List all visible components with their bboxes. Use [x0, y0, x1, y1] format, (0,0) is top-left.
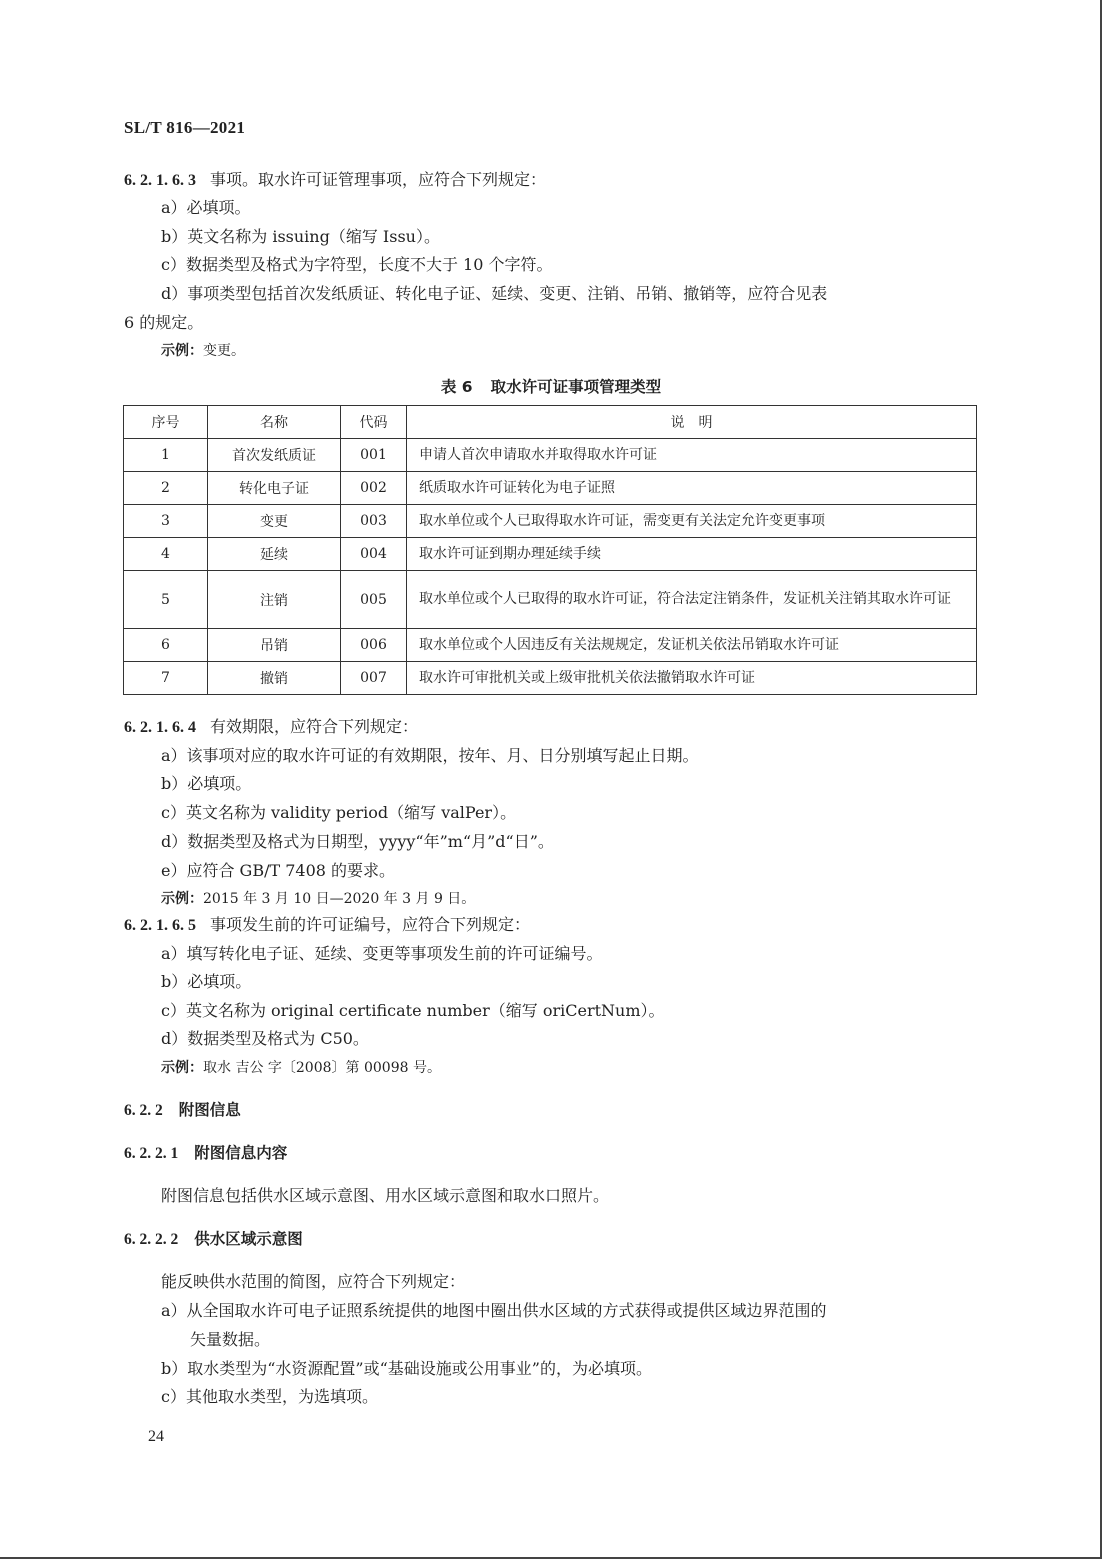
- clause-6-2-1-6-4: [124, 717, 418, 738]
- clause-text: 有效期限，应符合下列规定：: [210, 717, 419, 736]
- example-label: 示例：: [161, 1060, 203, 1076]
- heading-number: 6. 2. 2: [124, 1102, 163, 1119]
- table-number: 表 6: [440, 378, 473, 396]
- cell-index: 1: [124, 439, 208, 472]
- list-item-a-continued: 矢量数据。: [190, 1330, 271, 1349]
- cell-name: 转化电子证: [208, 472, 341, 505]
- heading-number: 6. 2. 2. 1: [124, 1145, 179, 1162]
- cell-code: 006: [341, 629, 407, 662]
- standard-code: SL/T 816—2021: [124, 118, 246, 137]
- list-item-a: a）从全国取水许可电子证照系统提供的地图中圈出供水区域的方式获得或提供区域边界范围的: [161, 1301, 827, 1320]
- example: [161, 1058, 441, 1078]
- clause-number: 6. 2. 1. 6. 4: [124, 719, 196, 736]
- cell-name: 延续: [208, 538, 341, 571]
- list-item-b: b）英文名称为 issuing（缩写 Issu）。: [161, 227, 440, 246]
- cell-index: 6: [124, 629, 208, 662]
- list-item-b: b）取水类型为“水资源配置”或“基础设施或公用事业”的，为必填项。: [161, 1359, 652, 1378]
- heading-title: 供水区域示意图: [194, 1230, 303, 1248]
- clause-text: 事项发生前的许可证编号，应符合下列规定：: [210, 915, 531, 934]
- cell-name: 撤销: [208, 662, 341, 695]
- table-row: [124, 571, 977, 629]
- table-header-row: [124, 406, 977, 439]
- list-item-d: d）数据类型及格式为日期型，yyyy“年”m“月”d“日”。: [161, 832, 554, 851]
- table-row: [124, 439, 977, 472]
- list-item-b: b）必填项。: [161, 972, 252, 991]
- matter-type-table: [123, 405, 977, 695]
- list-item-c: c）数据类型及格式为字符型，长度不大于 10 个字符。: [161, 255, 553, 274]
- example-text: 2015 年 3 月 10 日—2020 年 3 月 9 日。: [203, 891, 476, 907]
- cell-index: 7: [124, 662, 208, 695]
- example-label: 示例：: [161, 343, 203, 359]
- example: [161, 889, 475, 909]
- example: [161, 341, 245, 361]
- cell-description: 取水单位或个人已取得的取水许可证，符合法定注销条件，发证机关注销其取水许可证: [407, 571, 977, 629]
- header-cell: 说 明: [407, 406, 977, 439]
- table-row: [124, 538, 977, 571]
- cell-name: 变更: [208, 505, 341, 538]
- heading-title: 附图信息内容: [194, 1144, 288, 1162]
- list-item-d: d）数据类型及格式为 C50。: [161, 1029, 369, 1048]
- cell-code: 003: [341, 505, 407, 538]
- table-row: [124, 472, 977, 505]
- table-row: [124, 629, 977, 662]
- cell-description: 取水单位或个人已取得取水许可证，需变更有关法定允许变更事项: [407, 505, 977, 538]
- list-item-a: a）填写转化电子证、延续、变更等事项发生前的许可证编号。: [161, 944, 603, 963]
- section-heading-6-2-2: [124, 1100, 241, 1121]
- list-item-e: e）应符合 GB/T 7408 的要求。: [161, 861, 396, 880]
- list-item-d-continued: 6 的规定。: [124, 313, 204, 332]
- paragraph: 能反映供水范围的简图，应符合下列规定：: [161, 1272, 466, 1291]
- cell-name: 首次发纸质证: [208, 439, 341, 472]
- cell-description: 纸质取水许可证转化为电子证照: [407, 472, 977, 505]
- clause-number: 6. 2. 1. 6. 5: [124, 917, 196, 934]
- cell-name: 吊销: [208, 629, 341, 662]
- cell-index: 4: [124, 538, 208, 571]
- header-cell: 名称: [208, 406, 341, 439]
- table-title-text: 取水许可证事项管理类型: [490, 378, 662, 396]
- cell-description: 取水单位或个人因违反有关法规规定，发证机关依法吊销取水许可证: [407, 629, 977, 662]
- list-item-a: a）该事项对应的取水许可证的有效期限，按年、月、日分别填写起止日期。: [161, 746, 699, 765]
- list-item-d: d）事项类型包括首次发纸质证、转化电子证、延续、变更、注销、吊销、撤销等，应符合见表: [161, 284, 828, 303]
- cell-description: 申请人首次申请取水并取得取水许可证: [407, 439, 977, 472]
- section-heading-6-2-2-1: [124, 1143, 287, 1164]
- list-item-c: c）其他取水类型，为选填项。: [161, 1387, 378, 1406]
- section-heading-6-2-2-2: [124, 1229, 303, 1250]
- cell-description: 取水许可审批机关或上级审批机关依法撤销取水许可证: [407, 662, 977, 695]
- list-item-a: a）必填项。: [161, 198, 251, 217]
- example-label: 示例：: [161, 891, 203, 907]
- cell-code: 004: [341, 538, 407, 571]
- list-item-b: b）必填项。: [161, 774, 252, 793]
- clause-6-2-1-6-3: [124, 170, 546, 191]
- example-text: 变更。: [203, 343, 245, 359]
- header-cell: 序号: [124, 406, 208, 439]
- table-title: [0, 375, 1102, 397]
- cell-index: 2: [124, 472, 208, 505]
- list-item-c: c）英文名称为 original certificate number（缩写 oriCertNum）。: [161, 1001, 665, 1020]
- cell-name: 注销: [208, 571, 341, 629]
- heading-number: 6. 2. 2. 2: [124, 1231, 179, 1248]
- cell-code: 005: [341, 571, 407, 629]
- paragraph: 附图信息包括供水区域示意图、用水区域示意图和取水口照片。: [161, 1186, 610, 1205]
- page-number: 24: [148, 1428, 164, 1445]
- cell-code: 002: [341, 472, 407, 505]
- clause-text: 事项。取水许可证管理事项，应符合下列规定：: [210, 170, 547, 189]
- cell-index: 5: [124, 571, 208, 629]
- cell-code: 001: [341, 439, 407, 472]
- list-item-c: c）英文名称为 validity period（缩写 valPer）。: [161, 803, 517, 822]
- header-cell: 代码: [341, 406, 407, 439]
- example-text: 取水 吉公 字〔2008〕第 00098 号。: [203, 1060, 441, 1076]
- cell-index: 3: [124, 505, 208, 538]
- table-row: [124, 662, 977, 695]
- heading-title: 附图信息: [178, 1101, 241, 1119]
- cell-code: 007: [341, 662, 407, 695]
- clause-number: 6. 2. 1. 6. 3: [124, 172, 196, 189]
- table-row: [124, 505, 977, 538]
- clause-6-2-1-6-5: [124, 915, 530, 936]
- cell-description: 取水许可证到期办理延续手续: [407, 538, 977, 571]
